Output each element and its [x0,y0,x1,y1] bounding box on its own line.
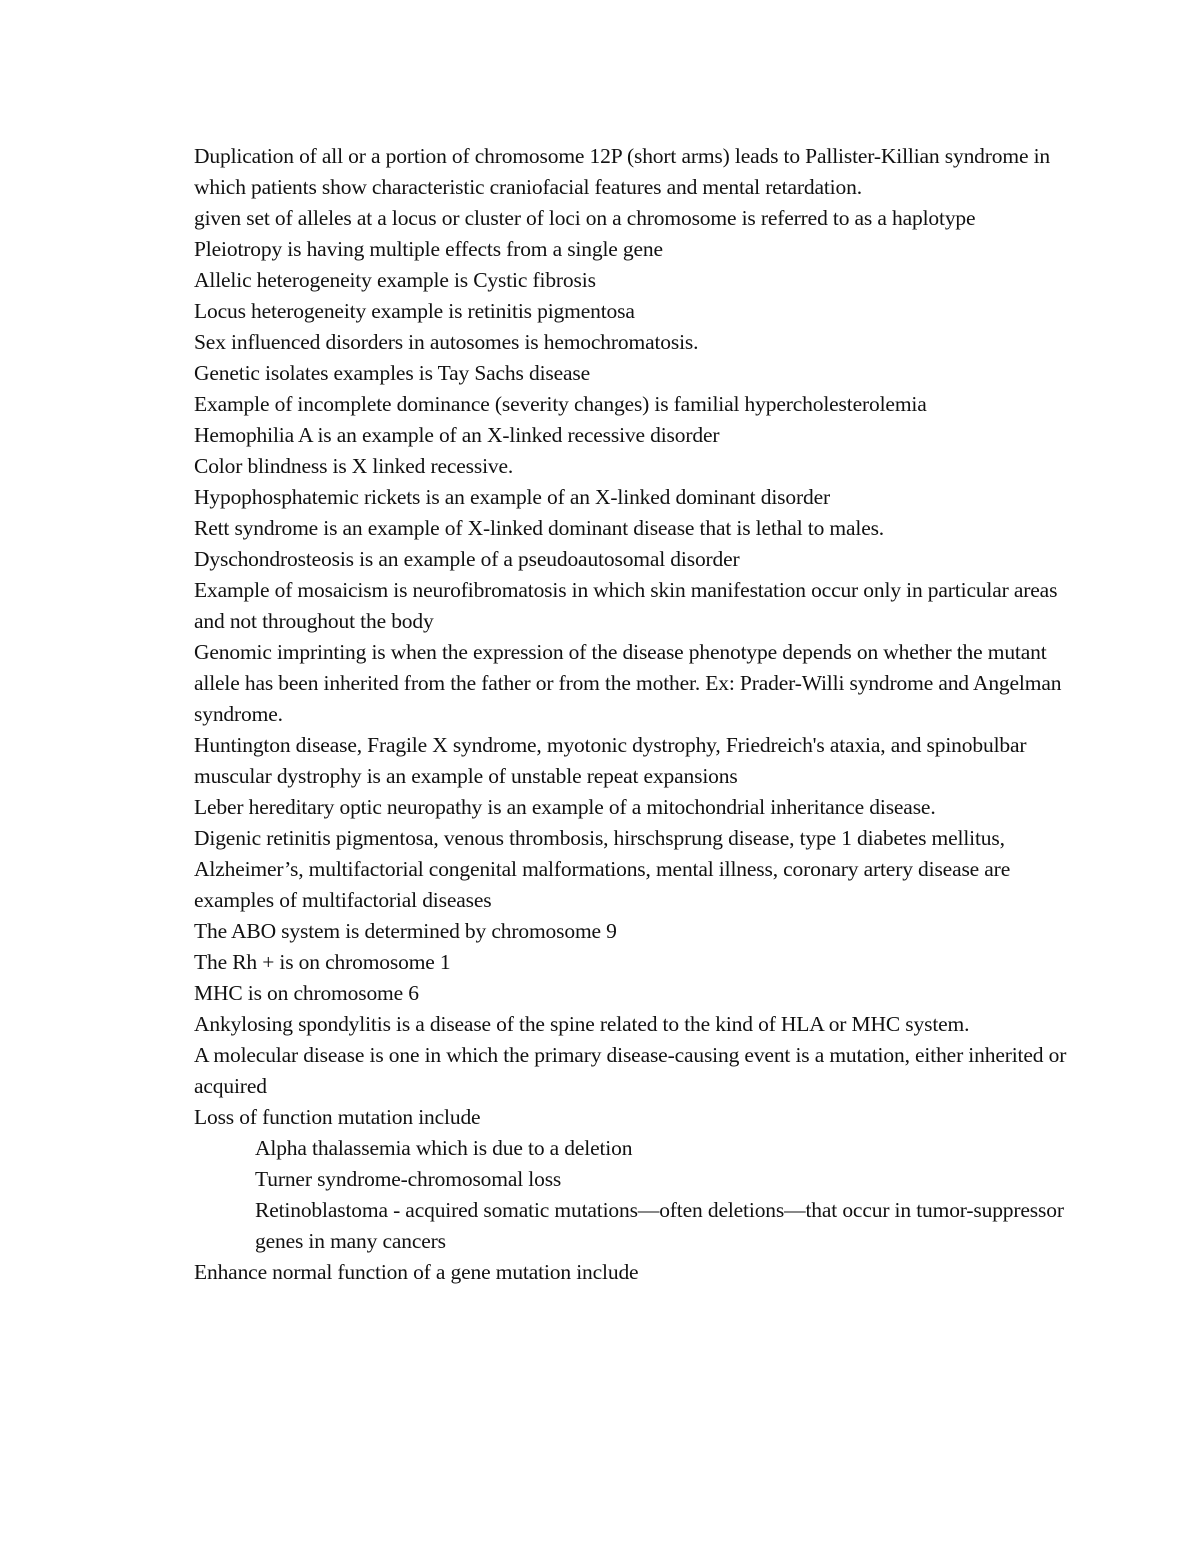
paragraph-enhance-function: Enhance normal function of a gene mutation include [194,1260,639,1284]
paragraph-hemophilia: Hemophilia A is an example of an X-linked recessive disorder [194,423,720,447]
list-item-alpha-thalassemia: Alpha thalassemia which is due to a deletion [255,1136,633,1160]
paragraph-loss-of-function: Loss of function mutation include [194,1105,481,1129]
paragraph-allelic-heterogeneity: Allelic heterogeneity example is Cystic fibrosis [194,268,596,292]
paragraph-haplotype: given set of alleles at a locus or cluster of loci on a chromosome is referred to as a haplotype [194,206,976,230]
paragraph-sex-influenced: Sex influenced disorders in autosomes is hemochromatosis. [194,330,699,354]
paragraph-hypophosphatemic-rickets: Hypophosphatemic rickets is an example of an X-linked dominant disorder [194,485,830,509]
paragraph-molecular-disease: A molecular disease is one in which the primary disease-causing event is a mutation, either inherited or acquired [194,1043,1067,1098]
document-body [194,141,1074,1288]
paragraph-pleiotropy: Pleiotropy is having multiple effects from a single gene [194,237,663,261]
paragraph-abo-system: The ABO system is determined by chromosome 9 [194,919,617,943]
paragraph-incomplete-dominance: Example of incomplete dominance (severity changes) is familial hypercholesterolemia [194,392,927,416]
paragraph-dyschondrosteosis: Dyschondrosteosis is an example of a pseudoautosomal disorder [194,547,740,571]
paragraph-multifactorial: Digenic retinitis pigmentosa, venous thrombosis, hirschsprung disease, type 1 diabetes mellitus, Alzheimer’s, multifactorial congenital malformations, mental illness, coronary artery disease are examples of multifactorial diseases [194,826,1011,912]
paragraph-repeat-expansions: Huntington disease, Fragile X syndrome, myotonic dystrophy, Friedreich's ataxia, and spinobulbar muscular dystrophy is an example of unstable repeat expansions [194,733,1027,788]
paragraph-locus-heterogeneity: Locus heterogeneity example is retinitis pigmentosa [194,299,635,323]
paragraph-ankylosing-spondylitis: Ankylosing spondylitis is a disease of the spine related to the kind of HLA or MHC system. [194,1012,970,1036]
paragraph-rett-syndrome: Rett syndrome is an example of X-linked dominant disease that is lethal to males. [194,516,885,540]
list-item-retinoblastoma: Retinoblastoma - acquired somatic mutations—often deletions—that occur in tumor-suppressor genes in many cancers [255,1198,1064,1253]
paragraph-color-blindness: Color blindness is X linked recessive. [194,454,514,478]
paragraph-pallister-killian: Duplication of all or a portion of chromosome 12P (short arms) leads to Pallister-Killian syndrome in which patients show characteristic craniofacial features and mental retardation. [194,144,1050,199]
list-item-turner-syndrome: Turner syndrome-chromosomal loss [255,1167,562,1191]
paragraph-mosaicism: Example of mosaicism is neurofibromatosis in which skin manifestation occur only in particular areas and not throughout the body [194,578,1058,633]
paragraph-leber: Leber hereditary optic neuropathy is an example of a mitochondrial inheritance disease. [194,795,936,819]
paragraph-mhc: MHC is on chromosome 6 [194,981,419,1005]
paragraph-genetic-isolates: Genetic isolates examples is Tay Sachs disease [194,361,591,385]
paragraph-genomic-imprinting: Genomic imprinting is when the expression of the disease phenotype depends on whether the mutant allele has been inherited from the father or from the mother. Ex: Prader-Willi syndrome and Angelman syndrome. [194,640,1062,726]
paragraph-rh: The Rh + is on chromosome 1 [194,950,451,974]
